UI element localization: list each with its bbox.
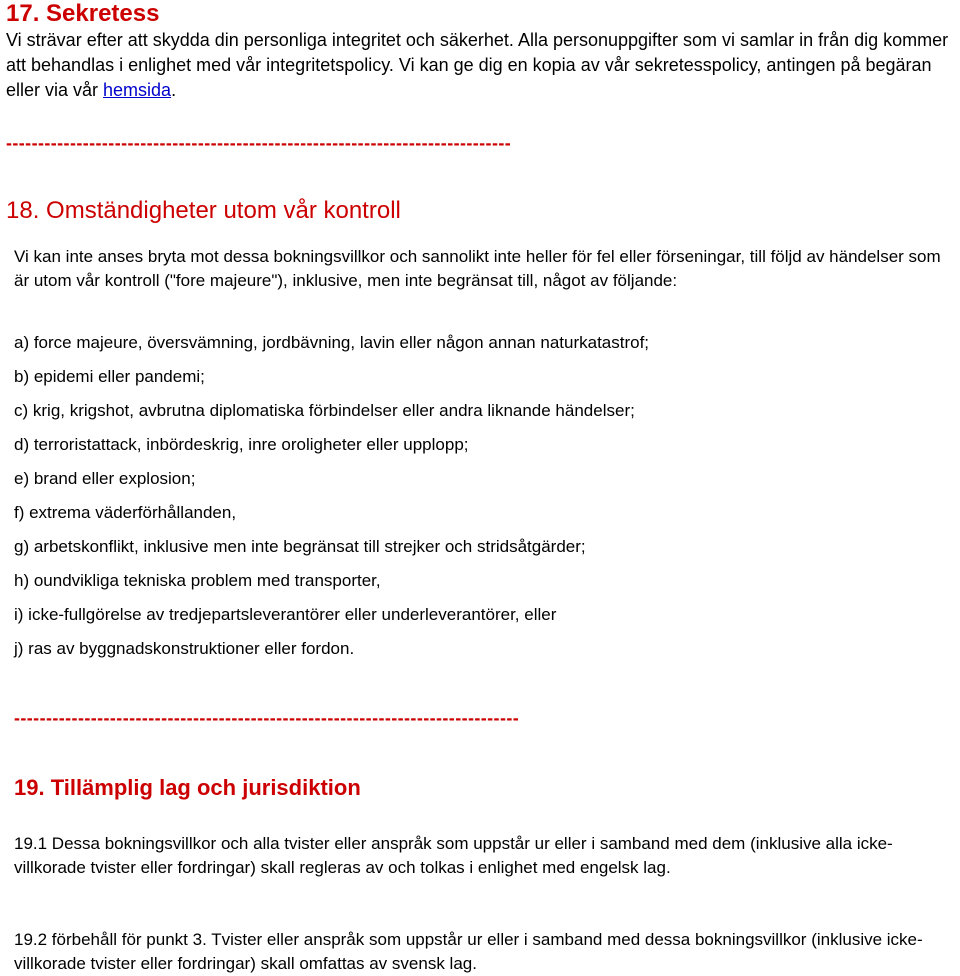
list-item-i: i) icke-fullgörelse av tredjepartsleverantörer eller underleverantörer, eller (14, 605, 557, 624)
section-19-paragraph-2: 19.2 förbehåll för punkt 3. Tvister eller anspråk som uppstår ur eller i samband med dessa bokningsvillkor (inklusive icke-villkorade tvister eller fordringar) skall omfattas av svensk lag. (14, 930, 923, 973)
section-17-text: Vi strävar efter att skydda din personliga integritet och säkerhet. Alla personuppgifter som vi samlar in från dig kommer att behandlas i enlighet med vår integritetspolicy. Vi kan ge dig en kopia av vår sekretesspolicy, antingen på begäran eller via vår (6, 30, 949, 100)
divider-1: ------------------------------------------------------------------------------- (6, 133, 512, 153)
list-item-b: b) epidemi eller pandemi; (14, 367, 205, 386)
list-item-h: h) oundvikliga tekniska problem med transporter, (14, 571, 381, 590)
section-17-period: . (171, 80, 177, 100)
list-item-f: f) extrema väderförhållanden, (14, 503, 237, 522)
divider-2: ------------------------------------------------------------------------------- (14, 708, 520, 728)
list-item-g: g) arbetskonflikt, inklusive men inte begränsat till strejker och stridsåtgärder; (14, 537, 586, 556)
list-item-j: j) ras av byggnadskonstruktioner eller fordon. (14, 639, 355, 658)
section-18-intro: Vi kan inte anses bryta mot dessa bokningsvillkor och sannolikt inte heller för fel eller förseningar, till följd av händelser som är utom vår kontroll ("fore majeure"), inklusive, men inte begränsat till, något av följande: (14, 247, 941, 290)
section-17-paragraph (6, 28, 956, 103)
list-item-e: e) brand eller explosion; (14, 469, 196, 488)
homepage-link[interactable]: hemsida (103, 80, 172, 100)
list-item-d: d) terroristattack, inbördeskrig, inre oroligheter eller upplopp; (14, 435, 469, 454)
list-item-a: a) force majeure, översvämning, jordbävning, lavin eller någon annan naturkatastrof; (14, 333, 650, 352)
list-item-c: c) krig, krigshot, avbrutna diplomatiska förbindelser eller andra liknande händelser; (14, 401, 635, 420)
section-17-heading: 17. Sekretess (6, 0, 160, 27)
section-18-heading: 18. Omständigheter utom vår kontroll (6, 197, 401, 224)
section-19-paragraph-1: 19.1 Dessa bokningsvillkor och alla tvister eller anspråk som uppstår ur eller i samband med dem (inklusive alla icke-villkorade tvister eller fordringar) skall regleras av och tolkas i enlighet med engelsk lag. (14, 834, 893, 877)
section-19-heading: 19. Tillämplig lag och jurisdiktion (14, 775, 361, 800)
